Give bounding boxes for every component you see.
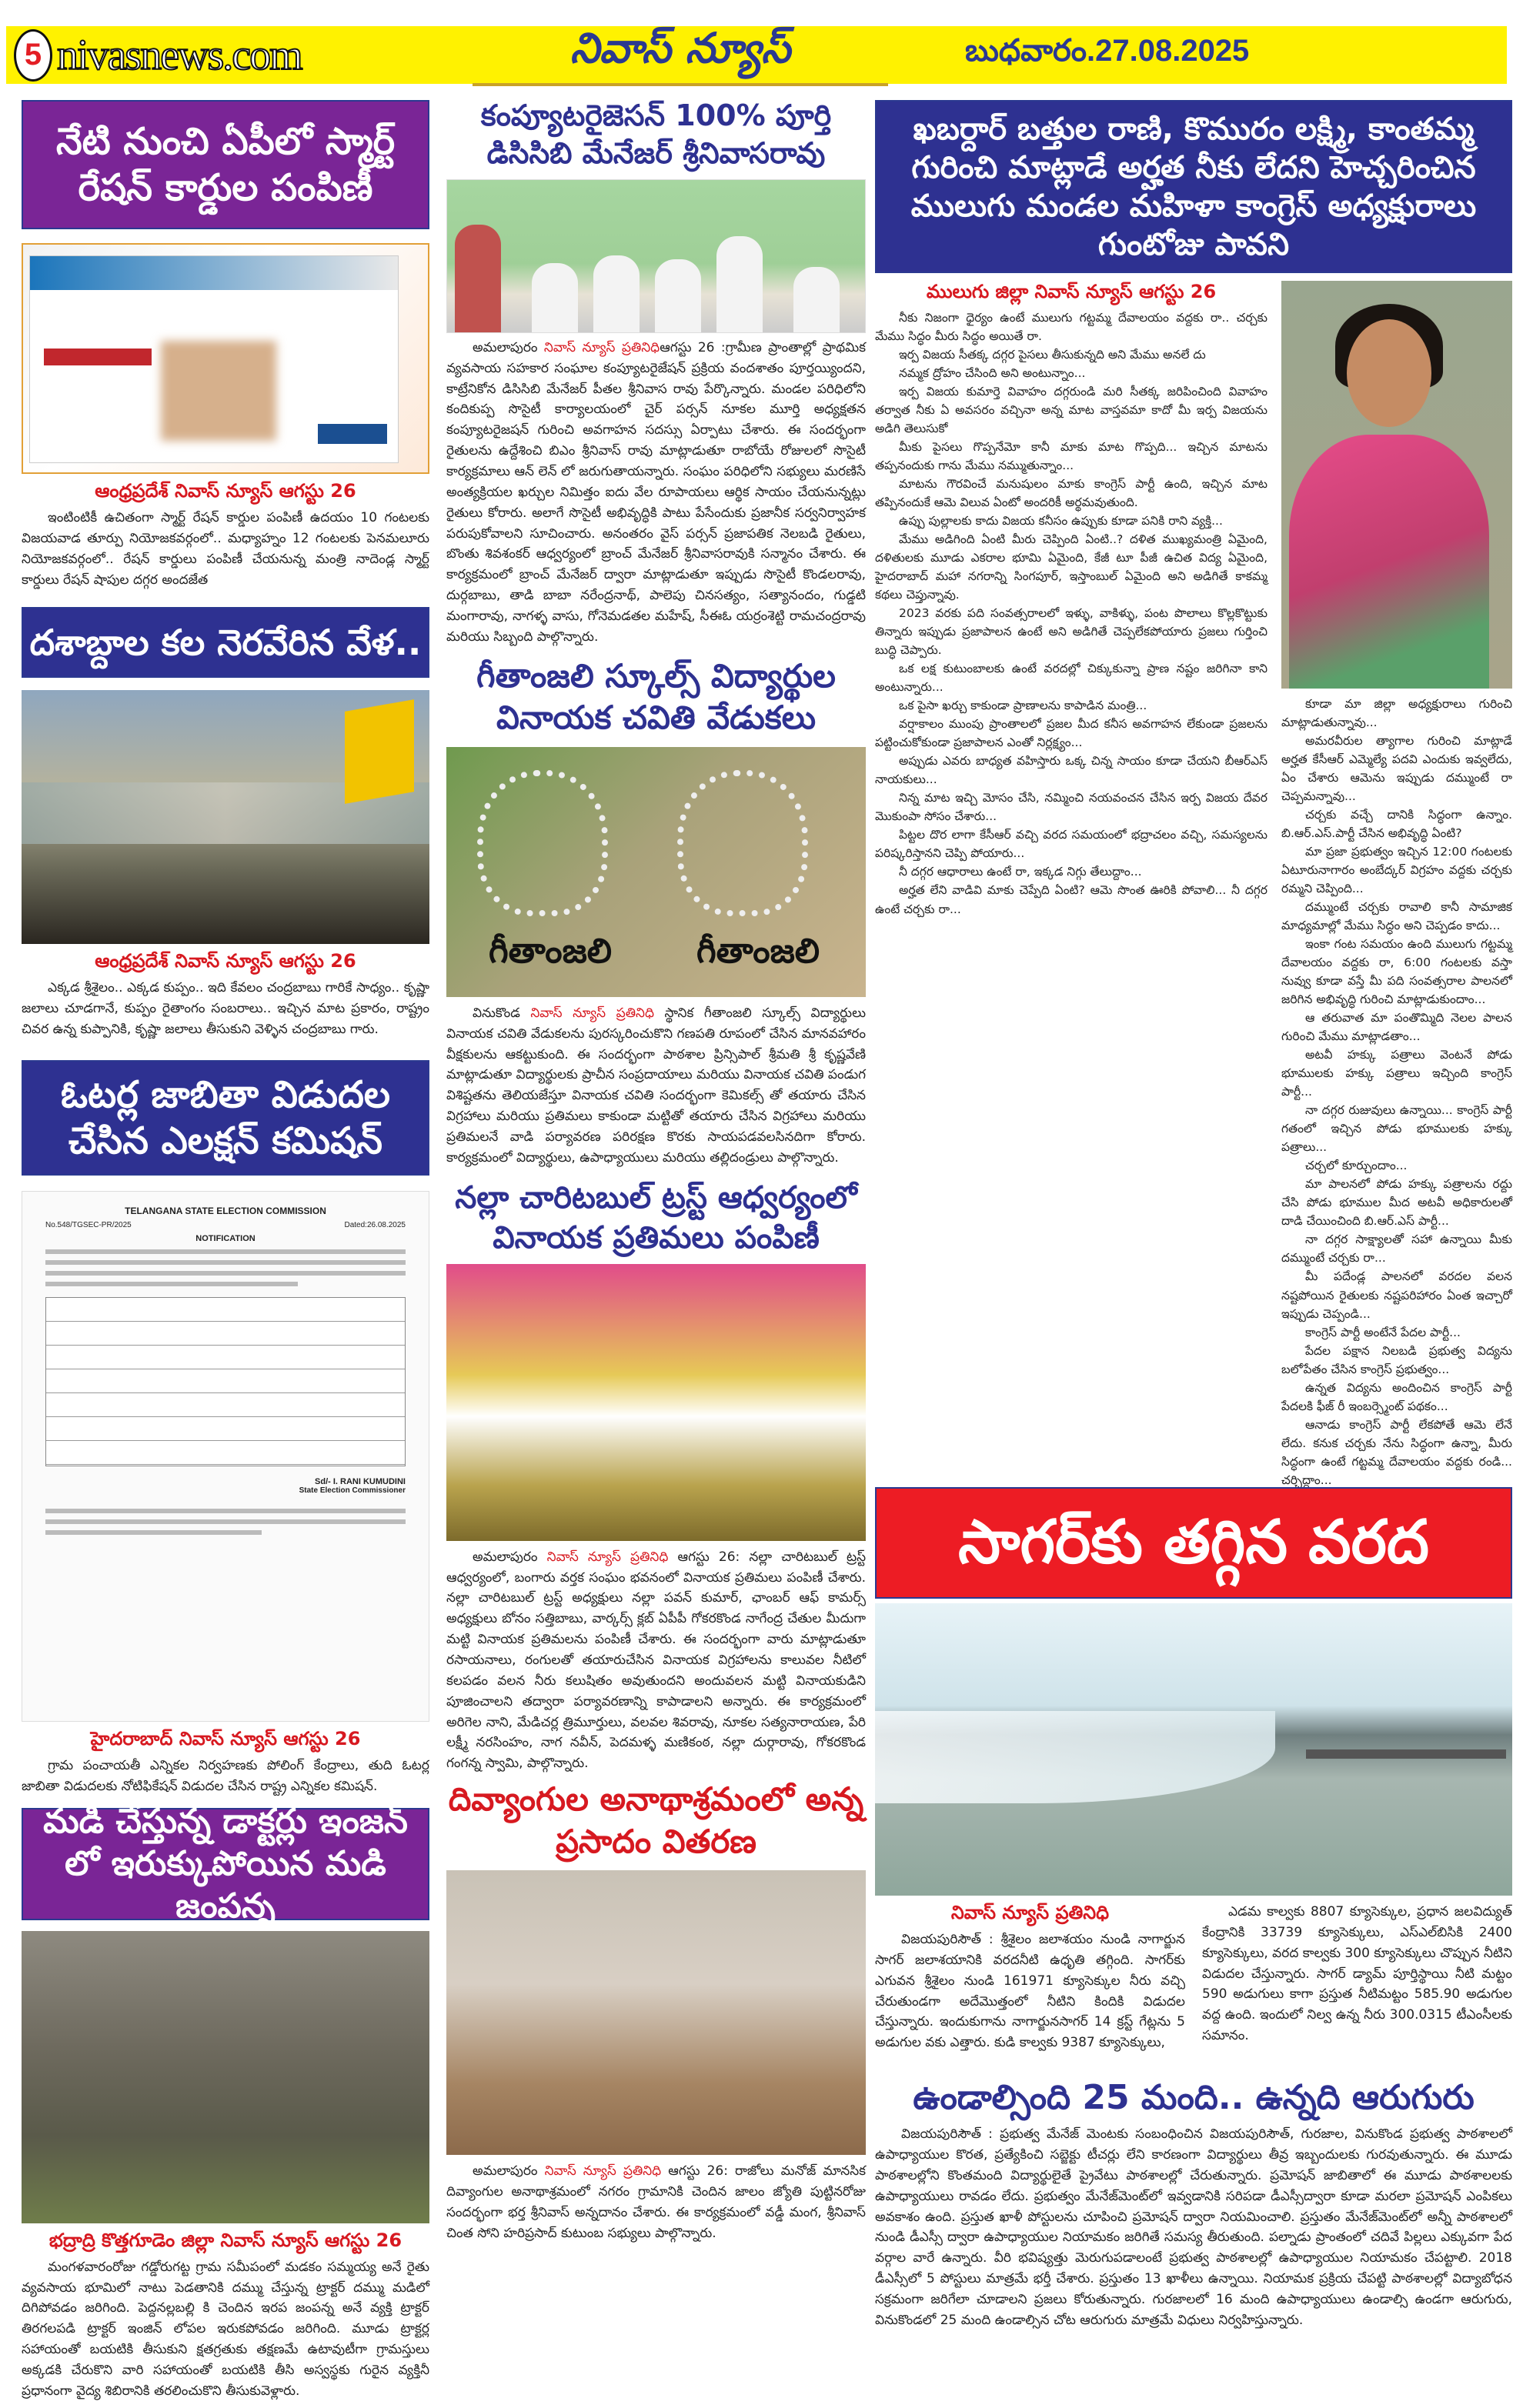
dateline: హైదరాబాద్ నివాస్ న్యూస్ ఆగస్టు 26 (90, 1728, 361, 1750)
paragraph: మాటను గౌరవించే మనుషులం మాకు కాంగ్రెస్ పార్టీ ఉంది, ఇచ్చిన మాట తప్పినందుకే ఆమె విలువ ఏంటో అందరికీ అర్థమవుతుంది. (875, 477, 1267, 510)
paragraph: పేదల పక్షాన నిలబడి ప్రభుత్వ విద్యను బలోపేతం చేసిన కాంగ్రెస్ ప్రభుత్వం... (1281, 1343, 1512, 1376)
column-middle (446, 92, 866, 2244)
paragraph: అప్పుడు ఎవరు బాధ్యత వహిస్తారు ఒక్క చిన్న సాయం కూడా చేయని బీఆర్ఎస్ నాయకులు... (875, 754, 1267, 787)
headline: కంప్యూటరైజెసన్ 100% పూర్తి డిసిసిబి మేనేజర్ శ్రీనివాసరావు (480, 98, 832, 171)
article-voter-list-release (22, 1060, 429, 1797)
paragraph: ఒక లక్ష కుటుంబాలకు ఉంటే వరదల్లో చిక్కుకున్నా ప్రాణ నష్టం జరిగినా కాని అంటున్నారు... (875, 662, 1267, 695)
idol-distribution-photo (446, 1264, 866, 1541)
article-body: ఇంటింటికీ ఉచితంగా స్మార్ట్ రేషన్ కార్డుల పంపిణీ ఉదయం 10 గంటలకు విజయవాడ తూర్పు నియోజకవర్గంలో.. మధ్యాహ్నం 12 గంటలకు పెనమలూరు నియోజకవర్గంలో.. రేషన్ కార్డులు పంపిణీ చేయనున్న మంత్రి నాదెండ్ల స్మార్ట్ కార్డులు రేషన్ షాపుల దగ్గర అందజేత (22, 510, 429, 588)
article-body-left (875, 309, 1267, 919)
notice-heading: NOTIFICATION (195, 1234, 256, 1244)
paragraph: నమ్మక ద్రోహం చేసింది అని అంటున్నాం... (899, 366, 1086, 381)
article-body: అమలాపురం నివాస్ న్యూస్ ప్రతినిధిఆగస్టు 26 :గ్రామీణ ప్రాంతాల్లో ప్రాథమిక వ్యవసాయ సహకార సంఘాల కంప్యూటరైజేషన్ ప్రక్రియ వందశాతం పూర్తయ్యిందని, కాట్రేనికోన డిసిసిబి మేనేజర్ పీతల శ్రీనివాస రావు పేర్కొన్నారు. మండల పరిధిలోని కందికుప్ప సొసైటీ కార్యాలయంలో చైర్ పర్సన్ నూకల మూర్తి అధ్యక్షతన కంప్యూటరైజషన్ గురించి అవగాహన సదస్సు ఏర్పాటు చేశారు. ఈ సందర్భంగా రైతులను ఉద్దేశించి బిఎం శ్రీనివాస్ రావు మాట్లాడుతూ రాబోయే రోజులలో సొసైటీ కార్యక్రమాలు ఆన్ లెన్ లో జరుగుతాయన్నారు. సంఘం పరిధిలోని సభ్యులు మరణిసే అంత్యక్రియల ఖర్చుల నిమిత్తం ఐదు వేల రూపాయలు ఆర్థిక సాయం చేయనున్నట్లు రైతులు కోరారు. అలాగే సొసైటీ అభివృద్ధికి పాటు పేసేందుకు ప్రజానీక సర్వనిర్వాహక పరుపుకోవాలని సూచించారు. అనంతరం వైస్ పర్సన్ ప్రజాపతిక నెలబడి రైతులు, బొంతు శివశంకర్ ఆధ్వర్యంలో బ్రాంచ్ మేనేజర్ శ్రీనివాసరావుకి సన్మానం చేశారు. ఈ కార్యక్రమంలో బ్రాంచ్ మేనేజర్ ద్వారా మాట్లాడుతూ ఇప్పుడు సొసైటీ కొండలరావు, దుర్గబాబు, తాడి బాబా నరేంద్రనాథ్, పాలెపు చినసత్యం, సత్యానందం, గుడ్డటి మంగారావు, నాగళ్ళ వాసు, గోనెమడతల మహేష్, సీఈఓ యర్రంశెట్టి రామచంద్రరావు మరియు సిబ్బంది పాల్గొన్నారు. (446, 339, 866, 645)
headline: గీతాంజలి స్కూల్స్ విద్యార్థుల వినాయక చవితి వేడుకలు (476, 656, 836, 737)
paragraph: మా పాలనలో పోడు హక్కు పత్రాలను రద్దు చేసి పోడు భూముల మీద అటవీ అధికారులతో దాడి చేయించింది బి.ఆర్.ఎస్ పార్టీ... (1281, 1177, 1512, 1229)
paragraph: ఇర్ప విజయ కుమార్తె వివాహం దగ్గరుండి మరి సీతక్క జరిపించింది వివాహం తర్వాత నీకు ఏ అవసరం వచ్చినా అన్న మాట వాస్తవమా కాదో మీ ఇర్ప విజయను అడిగి తెలుసుకో (875, 385, 1267, 436)
article-sagar-flood (875, 1487, 1512, 2053)
article-body: అమలాపురం నివాస్ న్యూస్ ప్రతినిధి ఆగస్టు 26: రాజోలు మనోజ్ మానసిక దివ్యాంగుల అనాథాశ్రమంలో నగరం గ్రామానికి చెందిన జాలం జ్యోతి పుట్టినరోజు సందర్భంగా భర్త శ్రీనివాస్ అన్నదానం చేశారు. ఈ కార్యక్రమంలో వడ్డీ మంగ, శ్రీనివాస్ చింత సోని హరిప్రసాద్ కుటుంబ సభ్యులు పాల్గొన్నారు. (446, 2163, 867, 2241)
paragraph: అమరవీరుల త్యాగాల గురించి మాట్లాడే అర్హత కేసీఆర్ ఎమ్మెల్యే పదవి ఎందుకు ఇవ్వలేదు, ఏం చేశారు ఆమెను ఇప్పుడు దమ్ముంటే రా చెప్పమన్నావు... (1281, 734, 1512, 804)
notice-ref: No.548/TGSEC-PR/2025 (45, 1221, 132, 1230)
notice-date: Dated:26.08.2025 (344, 1221, 406, 1230)
paragraph: అటవీ హక్కు పత్రాలు వెంటనే పోడు భూములకు హక్కు పత్రాలు ఇచ్చింది కాంగ్రెస్ పార్టీ... (1281, 1048, 1512, 1099)
article-body: మంగళవారంరోజు గడ్డోరుగట్ట గ్రామ సమీపంలో మడకం సమ్మయ్య అనే రైతు వ్యవసాయ భూమిలో నాటు పెడతానికి దమ్ము చేస్తున్న ట్రాక్టర్ దమ్ము మడిలో దిగిపోవడం జరిగింది. పెద్దనల్లబల్లి కి చెందిన ఇరప జంపన్న అనే వ్యక్తి ట్రాక్టర్ తిరగలపడి ట్రాక్టర్ ఇంజిన్ లోపల ఇరుకపోవడం జరిగింది. మూడు ట్రాక్టర్ల సహాయంతో బయటికి తీసుకుని క్షతగ్రతుకు తక్షణమే ఉటావుటీగా గ్రామస్తులు అక్కడకి చేరుకొని వారి సహాయంతో బయటికి తీసి అస్వస్థకు గురైన వ్యక్తినీ ప్రధానంగా వైద్య శిబిరానికి తరలించుకొని తీసుకువెళ్లారు. (22, 2259, 429, 2399)
photo-text-left: గీతాంజలి (489, 931, 612, 971)
article-mulugu-congress (875, 100, 1512, 1489)
article-computerization (446, 97, 866, 648)
paragraph: ఇర్ప విజయ సీతక్క దగ్గర పైసలు తీసుకున్నది అని మేము అనలే దు (899, 348, 1206, 362)
paragraph: నీ దగ్గర ఆధారాలు ఉంటే రా, ఇక్కడ నిగ్గు తేలుద్దాం... (899, 865, 1142, 879)
human-ganesh-photo (446, 747, 866, 997)
ration-card-photo (22, 243, 429, 474)
article-body: అమలాపురం నివాస్ న్యూస్ ప్రతినిధి ఆగస్టు 26: నల్లా చారిటబుల్ ట్రస్ట్ ఆధ్వర్యంలో, బంగారు వర్తక సంఘం భవనంలో వినాయక ప్రతిమలు పంపిణీ చేశారు. నల్లా చారిటబుల్ ట్రస్ట్ అధ్యక్షులు నల్లా పవన్ కుమార్, ఛాంబర్ ఆఫ్ కామర్స్ అధ్యక్షులు బోనం సత్తిబాబు, వార్కర్స్ క్లబ్ ఏపీపీ గోకరకొండ నాగేంద్ర చేతుల మీదుగా మట్టి వినాయక ప్రతిమలను పంపిణీ చేశారు. ఈ సందర్భంగా వారు మాట్లాడుతూ రసాయనాలు, రంగులతో తయారుచేసిన వినాయక విగ్రహాలను కాలువల నీటిలో కలపడం వలన నీరు కలుషితం అవుతుందని అందువలన మట్టి వినాయకుడిని పూజించాలని తద్వారా పర్యావరణాన్ని కాపాడాలని అన్నారు. ఈ కార్యక్రమంలో అరిగెల నాని, మేడిచర్ల త్రిమూర్తులు, వలవల శివరావు, నూకల సత్యనారాయణ, పేరి లక్ష్మీ నరసింహం, నాగ నవీన్, పెదమళ్ళ మణికంఠ, నల్లా దుర్గారావు, గోకరకొండ గంగన్న స్వామి, పాల్గొన్నారు. (446, 1549, 867, 1772)
article-orphanage-annadanam (446, 1779, 866, 2244)
paragraph: మా ప్రజా ప్రభుత్వం ఇచ్చిన 12:00 గంటలకు ఏటూరునాగారం అంబేద్కర్ విగ్రహం వద్దకు చర్చకు రమ్మని చెప్పింది... (1281, 845, 1512, 896)
annadanam-photo (446, 1870, 866, 2155)
article-body-right: ఎడమ కాల్వకు 8807 క్యూసెక్కుల, ప్రధాన జలవిద్యుత్ కేంద్రానికి 33739 క్యూసెక్కులు, ఎస్ఎల్‌బిసికి 2400 క్యూసెక్కులు, వరద కాల్వకు 300 క్యూసెక్కులు చొప్పున నీటిని విడుదల చేస్తున్నారు. సాగర్ డ్యామ్ పూర్తిస్థాయి నీటి మట్టం 590 అడుగులు కాగా ప్రస్తుత నీటిమట్టం 585.90 అడుగుల వద్ద ఉంది. ఇందులో నిల్వ ఉన్న నీరు 300.0315 టీఎంసీలకు సమానం. (1202, 1904, 1512, 2044)
paragraph: చర్చలో కూర్చుందాం... (1305, 1159, 1408, 1173)
headline: నేటి నుంచి ఏపీలో స్మార్ట్ రేషన్ కార్డుల పంపిణీ (22, 100, 429, 229)
paragraph: పిట్టల దొర లాగా కేసీఆర్ వచ్చి వరద సమయంలో భద్రాచలం వచ్చి, సమస్యలను పరిష్కరిస్తానని చెప్పి పోయారు... (875, 828, 1267, 861)
article-smart-ration-cards (22, 100, 429, 590)
pavani-portrait (1281, 281, 1512, 689)
paragraph: నిన్న మాట ఇచ్చి మోసం చేసి, నమ్మించి నయవంచన చేసిన ఇర్ప విజయ దేవర మొకుంపా సోసం చేశారు... (875, 791, 1267, 824)
paragraph: ఆ తరువాత మా పంతొమ్మిది నెలల పాలన గురించి మేము మాట్లాడతాం... (1281, 1011, 1512, 1044)
kuppam-celebration-photo (22, 690, 429, 944)
paragraph: ఉప్పు పుల్లాలకు కాదు విజయ కనీసం ఉప్పుకు కూడా పనికి రాని వ్యక్తి... (899, 514, 1223, 529)
paragraph: దమ్ముంటే చర్చకు రావాలి కానీ సామాజిక మాధ్యమాల్లో మేము సిద్ధం అని చెప్పడం కాదు... (1281, 900, 1512, 933)
article-body-right (1281, 695, 1512, 1489)
article-body: గ్రామ పంచాయతీ ఎన్నికల నిర్వహణకు పోలింగ్ కేంద్రాలు, తుది ఓటర్ల జాబితా విడుదలకు నోటిఫికేషన్ విడుదల చేసిన రాష్ట్ర ఎన్నికల కమిషన్. (22, 1758, 429, 1794)
article-nalla-trust (446, 1178, 866, 1774)
headline: ఖబర్దార్ బత్తుల రాణి, కొమురం లక్ష్మి, కాంతమ్మ గురించి మాట్లాడే అర్హత నీకు లేదని హెచ్చరించిన ములుగు మండల మహిళా కాంగ్రెస్ అధ్యక్షురాలు గుంటోజు పావని (875, 100, 1512, 273)
notice-role: State Election Commissioner (299, 1486, 406, 1496)
paper-logo: నివాస్ న్యూస్ (473, 24, 888, 86)
paragraph: కూడా మా జిల్లా అధ్యక్షురాలు గురించి మాట్లాడుతున్నావు... (1281, 697, 1512, 730)
paragraph: ఉన్నత విద్యను అందించిన కాంగ్రెస్ పార్టీ పేదలకి ఫీజ్ రీ ఇంబర్స్మెంట్ పథకం... (1281, 1380, 1512, 1413)
article-body: ఎక్కడ శ్రీశైలం.. ఎక్కడ కుప్పం.. ఇది కేవలం చంద్రబాబు గారికే సాధ్యం.. కృష్ణా జలాలు చూడగానే, కుప్పం రైతాంగం సంబరాలు.. ఇచ్చిన మాట ప్రకారం, రాష్ట్రం చివర ఉన్న కుప్పానికి, కృష్ణా జలాలు తీసుకుని వెళ్ళిన చంద్రబాబు గారు. (22, 980, 429, 1038)
notice-title: TELANGANA STATE ELECTION COMMISSION (125, 1206, 326, 1217)
paragraph: నీకు నిజంగా ధైర్యం ఉంటే ములుగు గట్టమ్మ దేవాలయం వద్దకు రా.. చర్చకు మేము సిద్ధం మీరు సిద్ధం అయితే రా. (875, 311, 1267, 344)
paragraph: మీ పదేండ్ల పాలనలో వరదల వలన నష్టపోయిన రైతులకు నష్టపరిహారం ఏంత ఇచ్చారో ఇప్పుడు చెప్పండి... (1281, 1269, 1512, 1321)
paragraph: మేము అడిగింది ఏంటి మీరు చెప్పింది ఏంటి..? దళిత ముఖ్యమంత్రి ఏమైంది, దళితులకు మూడు ఎకరాల భూమి ఏమైంది, కేజీ టూ పీజీ ఉచిత విద్య ఏమైంది, హైదరాబాద్ మహా నగరాన్ని సింగపూర్, ఇస్తాంబుల్ ఏమైంది అని అడిగితే కాకమ్మ కథలు చెప్తున్నావు. (875, 532, 1267, 602)
paragraph: కాంగ్రెస్ పార్టీ అంటేనే పేదల పార్టీ... (1305, 1325, 1461, 1339)
article-krishna-water-kuppam (22, 607, 429, 1040)
paragraph: నా దగ్గర రుజువులు ఉన్నాయి... కాంగ్రెస్ పార్టీ గతంలో ఇచ్చిన పోడు భూములకు హక్కు పత్రాలు... (1281, 1103, 1512, 1155)
dateline: భద్రాద్రి కొత్తగూడెం జిల్లా నివాస్ న్యూస్ ఆగస్టు 26 (48, 2229, 402, 2251)
headline: ఓటర్ల జాబితా విడుదల చేసిన ఎలక్షన్ కమిషన్ (22, 1060, 429, 1176)
mud-rescue-photo (22, 1931, 429, 2223)
masthead (6, 26, 1507, 84)
article-teacher-shortage (875, 2076, 1512, 2331)
photo-text-right: గీతాంజలి (696, 931, 820, 971)
paragraph: ఒక పైసా ఖర్చు కాకుండా ప్రాణాలను కాపాడిన మంత్రి... (899, 699, 1147, 713)
headline: దివ్యాంగుల అనాథాశ్రమంలో అన్న ప్రసాదం వితరణ (448, 1780, 864, 1860)
paragraph: చర్చకు వచ్చే దానికి సిద్ధంగా ఉన్నాం. బి.ఆర్.ఎస్.పార్టీ చేసిన అభివృద్ధి ఏంటి? (1281, 808, 1512, 841)
election-notice-image (22, 1191, 429, 1722)
headline: నల్లా చారిటబుల్ ట్రస్ట్ ఆధ్వర్యంలో వినాయక ప్రతిమలు పంపిణీ (455, 1179, 857, 1256)
dateline: ఆంధ్రప్రదేశ్ నివాస్ న్యూస్ ఆగస్టు 26 (95, 950, 356, 972)
headline: సాగర్‌కు తగ్గిన వరద (875, 1487, 1512, 1599)
ration-card-image (29, 255, 399, 463)
dateline: నివాస్ న్యూస్ ప్రతినిధి (950, 1902, 1110, 1923)
schedule-table (45, 1297, 406, 1466)
headline: దశాబ్దాల కల నెరవేరిన వేళ.. (22, 607, 429, 678)
paragraph: ఇంకా గంట సమయం ఉంది ములుగు గట్టమ్మ దేవాలయం వద్దకు రా, 6:00 గంటలకు వస్తా నువ్వు కూడా వస్తే మీ పది సంవత్సరాల పాలనలో జరిగిన అభివృద్ధి గురించి మాట్లాడుకుందాం... (1281, 937, 1512, 1007)
headline: ఉండాల్సింది 25 మంది.. ఉన్నది ఆరుగురు (913, 2078, 1475, 2117)
paragraph: అర్హత లేని వాడివి మాకు చెప్పేది ఏంటి? ఆమె సొంత ఊరికి పోవాలి... నీ దగ్గర ఉంటే చర్చకు రా... (875, 883, 1267, 916)
article-body: వినుకొండ నివాస్ న్యూస్ ప్రతినిధి స్థానిక గీతాంజలి స్కూల్స్ విద్యార్థులు వినాయక చవితి వేడుకలను పురస్కరించుకొని గణపతి రూపంలో చేసిన మానవహారం వీక్షకులను ఆకట్టుకుంది. ఈ సందర్భంగా పాఠశాల ప్రిన్సిపాల్ శ్రీమతి శ్రీ కృష్ణవేణి మాట్లాడుతూ విద్యార్థులకు ప్రాచీన సంప్రదాయాలు మరియు వినాయక చవితి పండుగ విశిష్టతను తెలియజేస్తూ వినాయక చవితి సందర్భంగా కెమికల్స్ తో తయారు చేసిన విగ్రహాలు మరియు ప్రతిమలు కాకుండా మట్టితో తయారు చేసిన విగ్రహాలు మరియు ప్రతిమలనే వాడి పర్యావరణ పరిరక్షణ కొరకు సాయపడవలసినదిగా కోరారు. కార్యక్రమంలో విద్యార్థులు, ఉపాధ్యాయులు మరియు తల్లిదండ్రులు పాల్గొన్నారు. (446, 1005, 867, 1166)
column-right (875, 92, 1512, 2328)
paragraph: వర్షాకాలం ముంపు ప్రాంతాలలో ప్రజల మీద కనీస అవగాహన లేకుండా ప్రజలను పట్టించుకోకుండా ప్రజాపాలన ఎంతో నిర్లక్ష్యం... (875, 717, 1267, 750)
meeting-photo (446, 179, 866, 333)
dam-photo (875, 1603, 1512, 1896)
notice-signatory: Sd/- I. RANI KUMUDINI (315, 1477, 406, 1487)
article-tractor-accident (22, 1802, 429, 2402)
dateline: ఆంధ్రప్రదేశ్ నివాస్ న్యూస్ ఆగస్టు 26 (95, 480, 356, 502)
article-geethanjali-school (446, 655, 866, 1169)
website-name[interactable]: nivasnews.com (57, 31, 302, 79)
dateline: ములుగు జిల్లా నివాస్ న్యూస్ ఆగస్టు 26 (926, 281, 1217, 302)
edition-date: బుధవారం.27.08.2025 (965, 34, 1250, 68)
paragraph: మీకు పైసలు గొప్పనేమో కానీ మాకు మాట గొప్పది... ఇచ్చిన మాటను తప్పనందుకు గాను మేము నమ్ముతున్నాం... (875, 440, 1267, 473)
paragraph: నా దగ్గర సాక్ష్యాలతో సహా ఉన్నాయి మీకు దమ్ముంటే చర్చకు రా... (1281, 1232, 1512, 1266)
column-left (22, 92, 429, 2402)
paragraph: ఆనాడు కాంగ్రెస్ పార్టీ లేకపోతే ఆమె లేనే లేదు. కనుక చర్చకు నేను సిద్ధంగా ఉన్నా, మీరు సిద్ధంగా ఉంటే గట్టమ్మ దేవాలయం వద్దకు రండి... చర్చిద్దాం... (1281, 1417, 1512, 1487)
headline: మడి చేస్తున్న డాక్టర్లు ఇంజన్ లో ఇరుక్కుపోయిన మడి జంపన్న (22, 1808, 429, 1920)
paragraph: 2023 వరకు పది సంవత్సరాలలో ఇళ్ళు, వాకిళ్ళు, పంట పొలాలు కొల్లకొట్టుకు తిన్నారు ఇప్పుడు ప్రజాపాలన ఉంటే అని అడిగితే చెప్పలేకపోయారు ప్రజలు గుర్తించి బుద్ధి చెప్పారు. (875, 606, 1267, 658)
page-number-badge: 5 (14, 29, 52, 82)
article-body: విజయపురిసౌత్ : ప్రభుత్వ మేనేజ్ మెంటకు సంబంధించిన విజయపురిసౌత్, గురజాల, వినుకొండ ప్రభుత్వ పాఠశాలలో ఉపాధ్యాయుల కొరత, ప్రత్యేకించి సబ్జెక్టు టీచర్లు లేని కారణంగా విద్యార్థులు తీవ్ర ఇబ్బందులకు గురవుతున్నారు. ఈ మూడు పాఠశాలల్లోని కొంతమంది విద్యార్థులైతే ప్రైవేటు పాఠశాలల్లో చేరుతున్నారు. ప్రమోషన్ జాబితాలో ఈ మూడు పాఠశాలలకు ఉపాధ్యాయులు రావడం లేదు. ప్రభుత్వం మేనేజ్‌మెంట్‌లో ఇవ్వడానికి సరిపడా డీఎస్సీద్వారా కూడా మరలా ప్రమోషన్ ఎంపికలు అవకాశం ఉంది. ప్రస్తుత ఖాళీ పోస్టులను చూపించి ప్రమోషన్ ద్వారా నియమించాలి. ప్రస్తుతం మేనేజ్‌మెంట్‌లో అన్నీ పాఠశాలలో నుండి డీఎస్సీ ద్వారా ఉపాధ్యాయుల నియామకం జరిగితే సమస్య తీరుతుంది. పల్నాడు ప్రాంతంలో చదివే పిల్లలు ఎక్కువగా పేద వర్గాల వారే ఉన్నారు. వీరి భవిష్యత్తు మెరుగుపడాలంటే ప్రభుత్వ పాఠశాలల్లో ఉపాధ్యాయుల నియామకం చేపట్టాలి. 2018 డీఎస్సీలో 5 పోస్టులు మాత్రమే భర్తీ చేశారు. ప్రస్తుతం 13 ఖాళీలు ఉన్నాయి. నియామక ప్రక్రియ చేపట్టి పాఠశాలల్లో విద్యాబోధన సక్రమంగా జరిగేలా చూడాలని ప్రజలు కోరుతున్నారు. గురజాలలో 16 మంది ఉపాధ్యాయులు ఉండాల్సి ఉండగా ఆరుగురు, వినుకొండలో 25 మంది ఉండాల్సిన చోట ఆరుగురు మాత్రమే విధులు నిర్వహిస్తున్నారు. (875, 2126, 1512, 2328)
article-body-left: విజయపురిసౌత్ : శ్రీశైలం జలాశయం నుండి నాగార్జున సాగర్ జలాశయానికి వరదనీటి ఉధృతి తగ్గింది. సాగర్‌కు ఎగువన శ్రీశైలం నుండి 161971 క్యూసెక్కుల నీరు వచ్చి చేరుతుండగా అదేమొత్తంలో నీటిని కిందికి విడుదల చేస్తున్నారు. ఇందుకుగాను నాగార్జునసాగర్ 14 క్రస్ట్ గేట్లను 5 అడుగుల వకు ఎత్తారు. కుడి కాల్వకు 9387 క్యూసెక్కులు, (875, 1932, 1185, 2051)
